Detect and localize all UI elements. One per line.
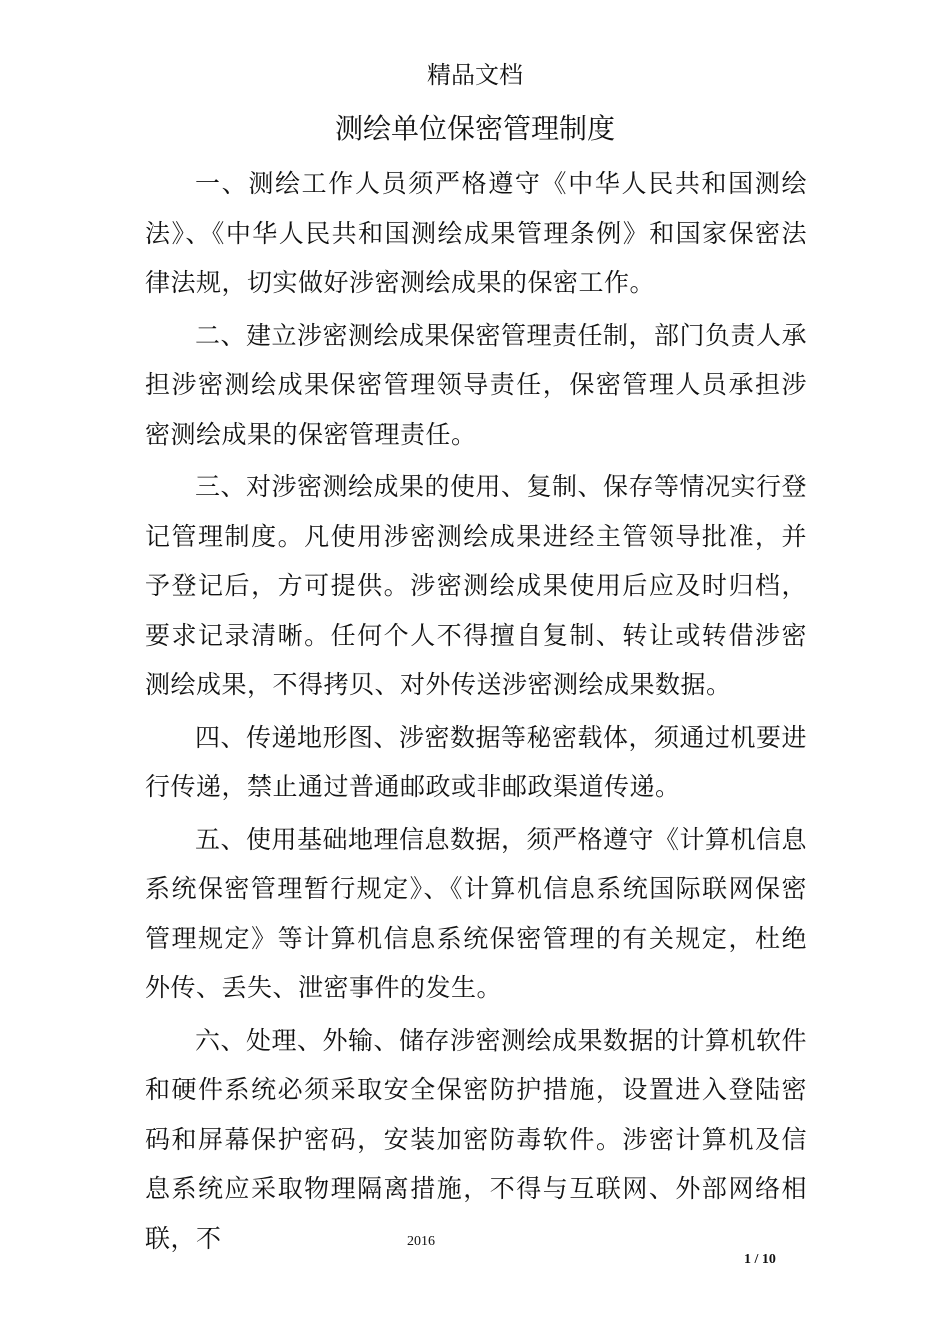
footer-year: 2016	[407, 1234, 435, 1249]
paragraph-6: 六、处理、外输、储存涉密测绘成果数据的计算机软件和硬件系统必须采取安全保密防护措施，设置进入登陆密码和屏幕保护密码，安装加密防毒软件。涉密计算机及信息系统应采取物理隔离措施，不得与互联网、外部网络相联，不	[145, 1027, 808, 1253]
paragraph-5: 五、使用基础地理信息数据，须严格遵守《计算机信息系统保密管理暂行规定》、《计算机信息系统国际联网保密管理规定》等计算机信息系统保密管理的有关规定，杜绝外传、丢失、泄密事件的发生。	[145, 826, 808, 1002]
page-header: 精品文档	[427, 63, 523, 89]
document-body	[145, 160, 807, 1267]
document-title: 测绘单位保密管理制度	[334, 114, 615, 145]
paragraph-3: 三、对涉密测绘成果的使用、复制、保存等情况实行登记管理制度。凡使用涉密测绘成果进经主管领导批准，并予登记后，方可提供。涉密测绘成果使用后应及时归档，要求记录清晰。任何个人不得擅自复制、转让或转借涉密测绘成果，不得拷贝、对外传送涉密测绘成果数据。	[145, 474, 808, 699]
page-number: 1 / 10	[744, 1252, 776, 1267]
paragraph-2: 二、建立涉密测绘成果保密管理责任制，部门负责人承担涉密测绘成果保密管理领导责任，保密管理人员承担涉密测绘成果的保密管理责任。	[145, 322, 808, 449]
paragraph-4: 四、传递地形图、涉密数据等秘密载体，须通过机要进行传递，禁止通过普通邮政或非邮政渠道传递。	[145, 724, 808, 801]
paragraph-1: 一、测绘工作人员须严格遵守《中华人民共和国测绘法》、《中华人民共和国测绘成果管理条例》和国家保密法律法规，切实做好涉密测绘成果的保密工作。	[145, 171, 807, 297]
